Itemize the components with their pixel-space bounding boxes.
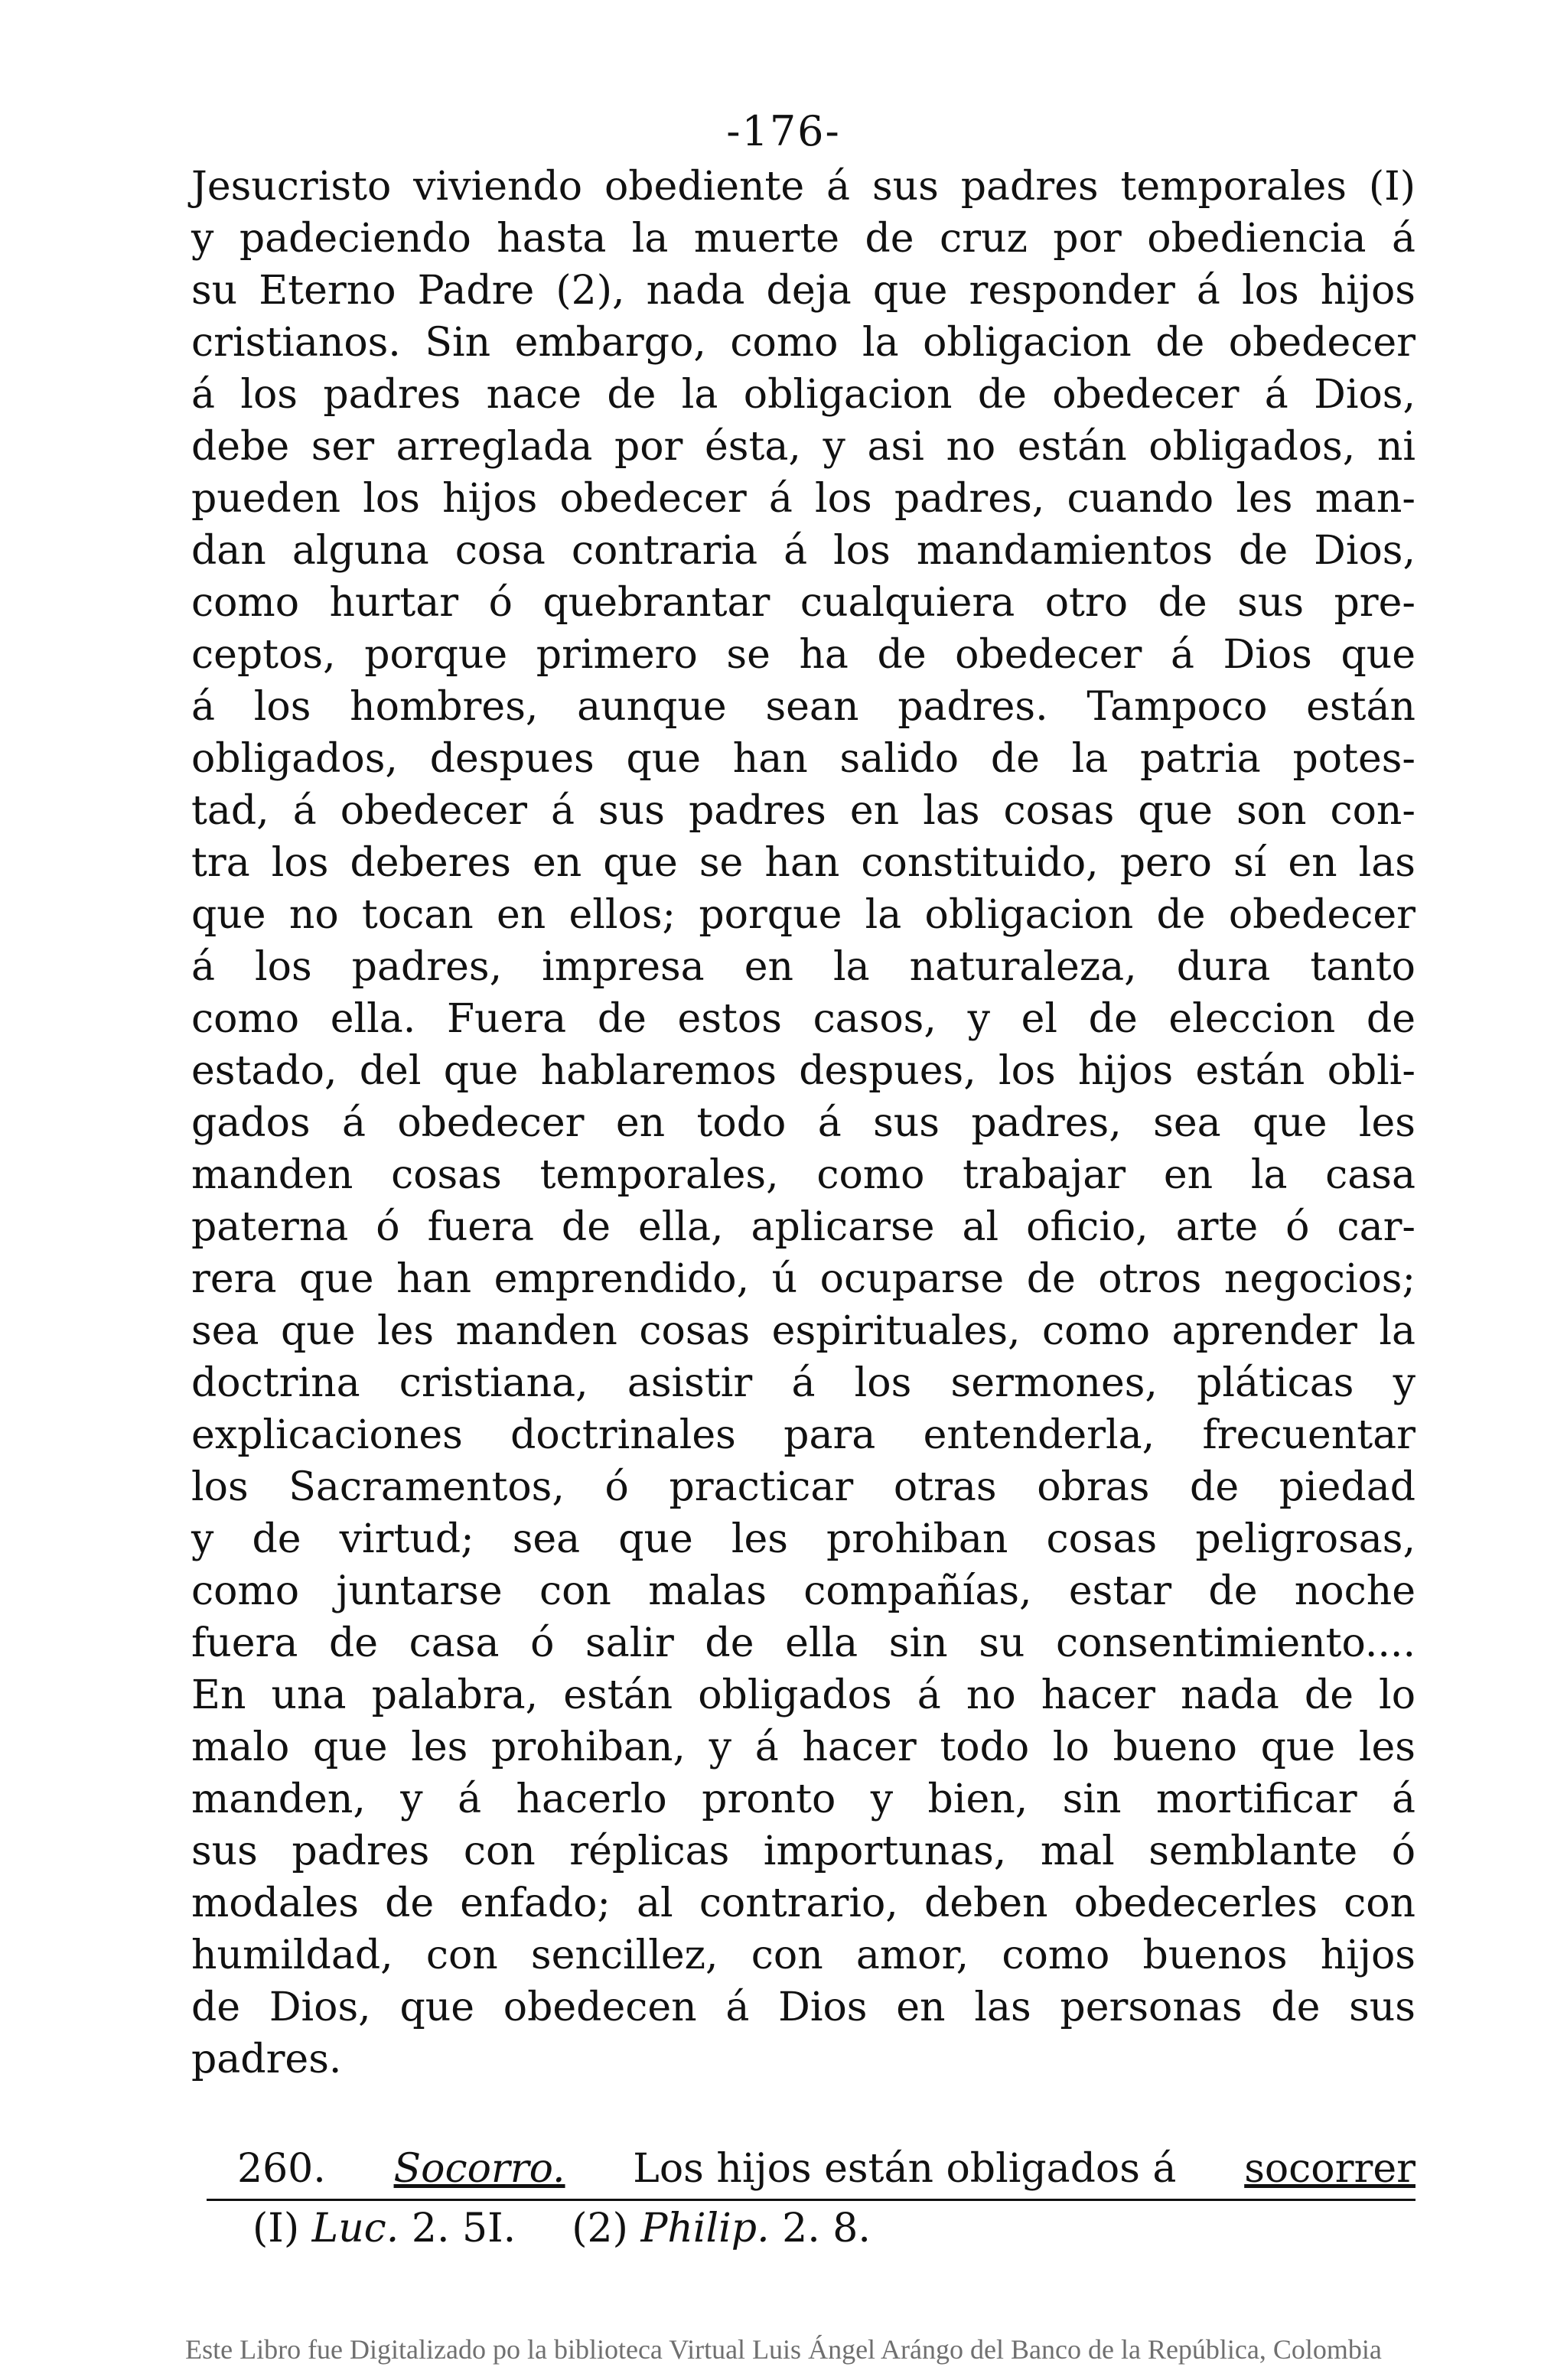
text-line: su Eterno Padre (2), nada deja que responder á los hijos <box>191 268 1416 314</box>
text-line: manden, y á hacerlo pronto y bien, sin mortificar á <box>191 1776 1416 1822</box>
page-number: -176- <box>726 107 841 155</box>
text-line: pueden los hijos obedecer á los padres, cuando les man- <box>191 476 1416 522</box>
footnote-1-marker: (I) <box>252 2206 300 2251</box>
text-line: y de virtud; sea que les prohiban cosas peligrosas, <box>191 1516 1416 1562</box>
text-line: á los padres nace de la obligacion de obedecer á Dios, <box>191 372 1416 418</box>
footnote-rule <box>207 2199 1416 2201</box>
section-last-word: socorrer <box>1244 2146 1416 2192</box>
text-line: estado, del que hablaremos despues, los hijos están obli- <box>191 1048 1416 1094</box>
text-line: manden cosas temporales, como trabajar en la casa <box>191 1152 1416 1198</box>
text-line: tad, á obedecer á sus padres en las cosas que son con- <box>191 788 1416 834</box>
text-line: humildad, con sencillez, con amor, como buenos hijos <box>191 1932 1416 1978</box>
text-line: ceptos, porque primero se ha de obedecer á Dios que <box>191 632 1416 678</box>
footnote-2-marker: (2) <box>572 2206 628 2251</box>
text-line: sus padres con réplicas importunas, mal semblante ó <box>191 1828 1416 1874</box>
footnote-2-cite: 2. 8. <box>782 2206 871 2251</box>
text-line: explicaciones doctrinales para entenderla, frecuentar <box>191 1412 1416 1458</box>
text-line: obligados, despues que han salido de la patria potes- <box>191 736 1416 782</box>
text-line: sea que les manden cosas espirituales, como aprender la <box>191 1308 1416 1354</box>
section-number: 260. <box>237 2146 326 2192</box>
text-line: como juntarse con malas compañías, estar de noche <box>191 1568 1416 1614</box>
footnote-1-cite: 2. 5I. <box>411 2206 516 2251</box>
text-line: modales de enfado; al contrario, deben obedecerles con <box>191 1880 1416 1926</box>
text-line: En una palabra, están obligados á no hacer nada de lo <box>191 1672 1416 1718</box>
text-line: como ella. Fuera de estos casos, y el de eleccion de <box>191 996 1416 1042</box>
text-line: y padeciendo hasta la muerte de cruz por obediencia á <box>191 216 1416 262</box>
text-line: gados á obedecer en todo á sus padres, sea que les <box>191 1100 1416 1146</box>
text-line: malo que les prohiban, y á hacer todo lo bueno que les <box>191 1724 1416 1770</box>
text-line: debe ser arreglada por ésta, y asi no están obligados, ni <box>191 424 1416 470</box>
text-line: que no tocan en ellos; porque la obligacion de obedecer <box>191 892 1416 938</box>
text-line: tra los deberes en que se han constituido, pero sí en las <box>191 840 1416 886</box>
text-line: los Sacramentos, ó practicar otras obras de piedad <box>191 1464 1416 1510</box>
digitization-note: Este Libro fue Digitalizado po la biblioteca Virtual Luis Ángel Arángo del Banco de la República, Colombia <box>185 2334 1382 2365</box>
text-line: á los padres, impresa en la naturaleza, dura tanto <box>191 944 1416 990</box>
text-line: á los hombres, aunque sean padres. Tampoco están <box>191 684 1416 730</box>
body-text <box>191 161 1416 2085</box>
text-line: rera que han emprendido, ú ocuparse de otros negocios; <box>191 1256 1416 1302</box>
text-line: paterna ó fuera de ella, aplicarse al oficio, arte ó car- <box>191 1204 1416 1250</box>
footnotes <box>252 2202 871 2255</box>
text-line: doctrina cristiana, asistir á los sermones, pláticas y <box>191 1360 1416 1406</box>
text-line: fuera de casa ó salir de ella sin su consentimiento.... <box>191 1620 1416 1666</box>
text-line: cristianos. Sin embargo, como la obligacion de obedecer <box>191 320 1416 366</box>
footnote-1-ref: Luc. <box>311 2206 399 2251</box>
text-line: como hurtar ó quebrantar cualquiera otro de sus pre- <box>191 580 1416 626</box>
text-line: padres. <box>191 2037 342 2082</box>
text-line: Jesucristo viviendo obediente á sus padres temporales (I) <box>191 164 1416 210</box>
footnote-2-ref: Philip. <box>640 2206 770 2251</box>
section-260-line <box>237 2142 1416 2196</box>
section-title: Socorro. <box>393 2146 565 2192</box>
text-line: dan alguna cosa contraria á los mandamientos de Dios, <box>191 528 1416 574</box>
section-text: Los hijos están obligados á <box>633 2146 1177 2192</box>
text-line: de Dios, que obedecen á Dios en las personas de sus <box>191 1984 1416 2030</box>
